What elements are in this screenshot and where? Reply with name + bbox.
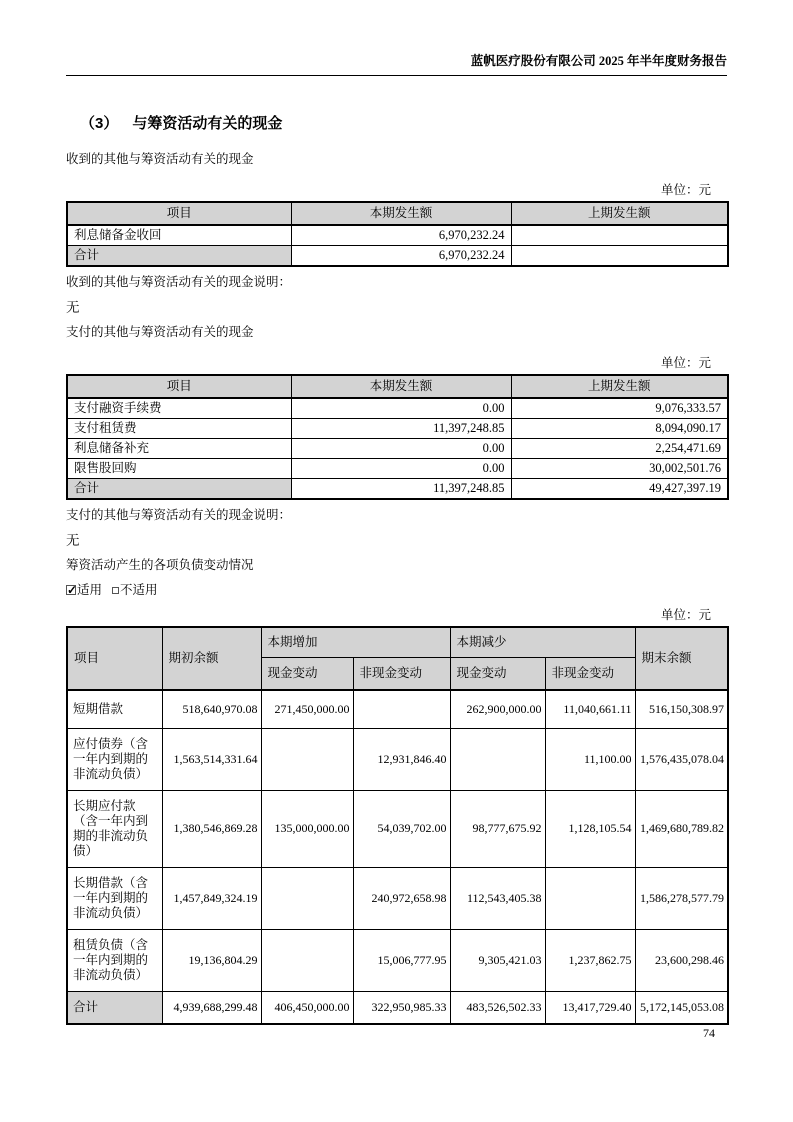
total-increase-cash: 406,450,000.00: [261, 991, 353, 1024]
paid-note-label: 支付的其他与筹资活动有关的现金说明：: [66, 508, 292, 522]
total-decrease-cash: 483,526,502.33: [450, 991, 545, 1024]
row-item: 支付租赁费: [67, 419, 291, 439]
row-closing: 516,150,308.97: [635, 690, 728, 728]
paid-unit-label: 单位：元: [660, 356, 711, 370]
total-current-amount: 6,970,232.24: [291, 246, 511, 267]
liabilities-intro: 筹资活动产生的各项负债变动情况: [66, 558, 254, 572]
received-unit-label: 单位：元: [660, 183, 711, 197]
row-increase-cash: 271,450,000.00: [261, 690, 353, 728]
total-current-amount: 11,397,248.85: [291, 479, 511, 500]
row-decrease-cash: 98,777,675.92: [450, 790, 545, 867]
table-total-row: [67, 479, 728, 500]
table-header-row: [67, 202, 728, 225]
row-decrease-cash: [450, 728, 545, 790]
row-decrease-cash: 262,900,000.00: [450, 690, 545, 728]
row-current-amount: 0.00: [291, 398, 511, 419]
row-increase-noncash: [353, 690, 450, 728]
row-decrease-cash: 9,305,421.03: [450, 929, 545, 991]
row-item: 利息储备金收回: [67, 225, 291, 246]
table-row: [67, 867, 728, 929]
table-row: [67, 690, 728, 728]
applicable-label: 适用: [77, 583, 103, 597]
table-row: [67, 419, 728, 439]
not-applicable-unchecked-checkbox-icon: [112, 587, 119, 594]
received-note-label: 收到的其他与筹资活动有关的现金说明：: [66, 275, 292, 289]
applicability-line: [66, 583, 727, 598]
row-increase-cash: [261, 867, 353, 929]
total-label: 合计: [67, 246, 291, 267]
table-total-row: [67, 246, 728, 267]
total-label: 合计: [67, 479, 291, 500]
paid-cash-table: [66, 374, 729, 500]
row-opening: 19,136,804.29: [162, 929, 261, 991]
column-header: 上期发生额: [511, 202, 728, 225]
row-increase-noncash: 15,006,777.95: [353, 929, 450, 991]
row-item: 长期借款（含一年内到期的非流动负债）: [67, 867, 162, 929]
row-current-amount: 0.00: [291, 459, 511, 479]
row-current-amount: 11,397,248.85: [291, 419, 511, 439]
column-header: 本期发生额: [291, 375, 511, 398]
liabilities-unit-label: 单位：元: [660, 608, 711, 622]
row-decrease-noncash: [545, 867, 635, 929]
received-cash-table: [66, 201, 729, 267]
column-header: 项目: [67, 202, 291, 225]
column-header: 上期发生额: [511, 375, 728, 398]
row-increase-noncash: 240,972,658.98: [353, 867, 450, 929]
column-header-decrease-cash: 现金变动: [450, 657, 545, 690]
row-opening: 1,380,546,869.28: [162, 790, 261, 867]
column-header-decrease-noncash: 非现金变动: [545, 657, 635, 690]
row-opening: 1,457,849,324.19: [162, 867, 261, 929]
row-increase-noncash: 12,931,846.40: [353, 728, 450, 790]
page-number: 74: [703, 1026, 715, 1040]
column-header-increase-cash: 现金变动: [261, 657, 353, 690]
received-intro: 收到的其他与筹资活动有关的现金: [66, 152, 254, 166]
row-current-amount: 6,970,232.24: [291, 225, 511, 246]
row-item: 利息储备补充: [67, 439, 291, 459]
paid-intro: 支付的其他与筹资活动有关的现金: [66, 325, 254, 339]
document-header-title: 蓝帆医疗股份有限公司 2025 年半年度财务报告: [470, 54, 727, 68]
section-number: （3）: [80, 115, 119, 132]
row-decrease-noncash: 1,237,862.75: [545, 929, 635, 991]
table-total-row: [67, 991, 728, 1024]
row-decrease-cash: 112,543,405.38: [450, 867, 545, 929]
section-heading: [80, 112, 727, 133]
row-item: 租赁负债（含一年内到期的非流动负债）: [67, 929, 162, 991]
row-opening: 518,640,970.08: [162, 690, 261, 728]
row-closing: 23,600,298.46: [635, 929, 728, 991]
table-row: [67, 398, 728, 419]
column-header-increase: 本期增加: [261, 627, 450, 657]
table-header-row: [67, 375, 728, 398]
column-header-decrease: 本期减少: [450, 627, 635, 657]
row-prior-amount: 9,076,333.57: [511, 398, 728, 419]
row-decrease-noncash: 11,100.00: [545, 728, 635, 790]
table-header-row: [67, 627, 728, 657]
row-decrease-noncash: 11,040,661.11: [545, 690, 635, 728]
table-row: [67, 459, 728, 479]
column-header-item: 项目: [67, 627, 162, 690]
row-current-amount: 0.00: [291, 439, 511, 459]
row-prior-amount: 2,254,471.69: [511, 439, 728, 459]
paid-note-value: 无: [66, 533, 80, 548]
total-prior-amount: 49,427,397.19: [511, 479, 728, 500]
total-opening: 4,939,688,299.48: [162, 991, 261, 1024]
row-prior-amount: 30,002,501.76: [511, 459, 728, 479]
row-item: 短期借款: [67, 690, 162, 728]
row-prior-amount: 8,094,090.17: [511, 419, 728, 439]
column-header: 本期发生额: [291, 202, 511, 225]
column-header-increase-noncash: 非现金变动: [353, 657, 450, 690]
row-increase-cash: [261, 728, 353, 790]
liability-changes-table: [66, 626, 729, 1025]
total-decrease-noncash: 13,417,729.40: [545, 991, 635, 1024]
total-prior-amount: [511, 246, 728, 267]
row-increase-noncash: 54,039,702.00: [353, 790, 450, 867]
not-applicable-label: 不适用: [120, 583, 158, 597]
header-divider: [66, 75, 727, 76]
applicable-checked-checkbox-icon: [66, 585, 76, 595]
table-row: [67, 929, 728, 991]
row-closing: 1,576,435,078.04: [635, 728, 728, 790]
row-item: 限售股回购: [67, 459, 291, 479]
table-row: [67, 790, 728, 867]
table-row: [67, 225, 728, 246]
total-increase-noncash: 322,950,985.33: [353, 991, 450, 1024]
row-item: 支付融资手续费: [67, 398, 291, 419]
row-prior-amount: [511, 225, 728, 246]
row-opening: 1,563,514,331.64: [162, 728, 261, 790]
column-header-closing: 期末余额: [635, 627, 728, 690]
table-row: [67, 728, 728, 790]
row-closing: 1,586,278,577.79: [635, 867, 728, 929]
table-row: [67, 439, 728, 459]
row-decrease-noncash: 1,128,105.54: [545, 790, 635, 867]
row-item: 应付债券（含一年内到期的非流动负债）: [67, 728, 162, 790]
total-closing: 5,172,145,053.08: [635, 991, 728, 1024]
section-title: 与筹资活动有关的现金: [132, 115, 283, 132]
received-note-value: 无: [66, 300, 80, 315]
total-label: 合计: [67, 991, 162, 1024]
column-header: 项目: [67, 375, 291, 398]
row-increase-cash: 135,000,000.00: [261, 790, 353, 867]
row-increase-cash: [261, 929, 353, 991]
column-header-opening: 期初余额: [162, 627, 261, 690]
row-closing: 1,469,680,789.82: [635, 790, 728, 867]
row-item: 长期应付款（含一年内到期的非流动负债）: [67, 790, 162, 867]
